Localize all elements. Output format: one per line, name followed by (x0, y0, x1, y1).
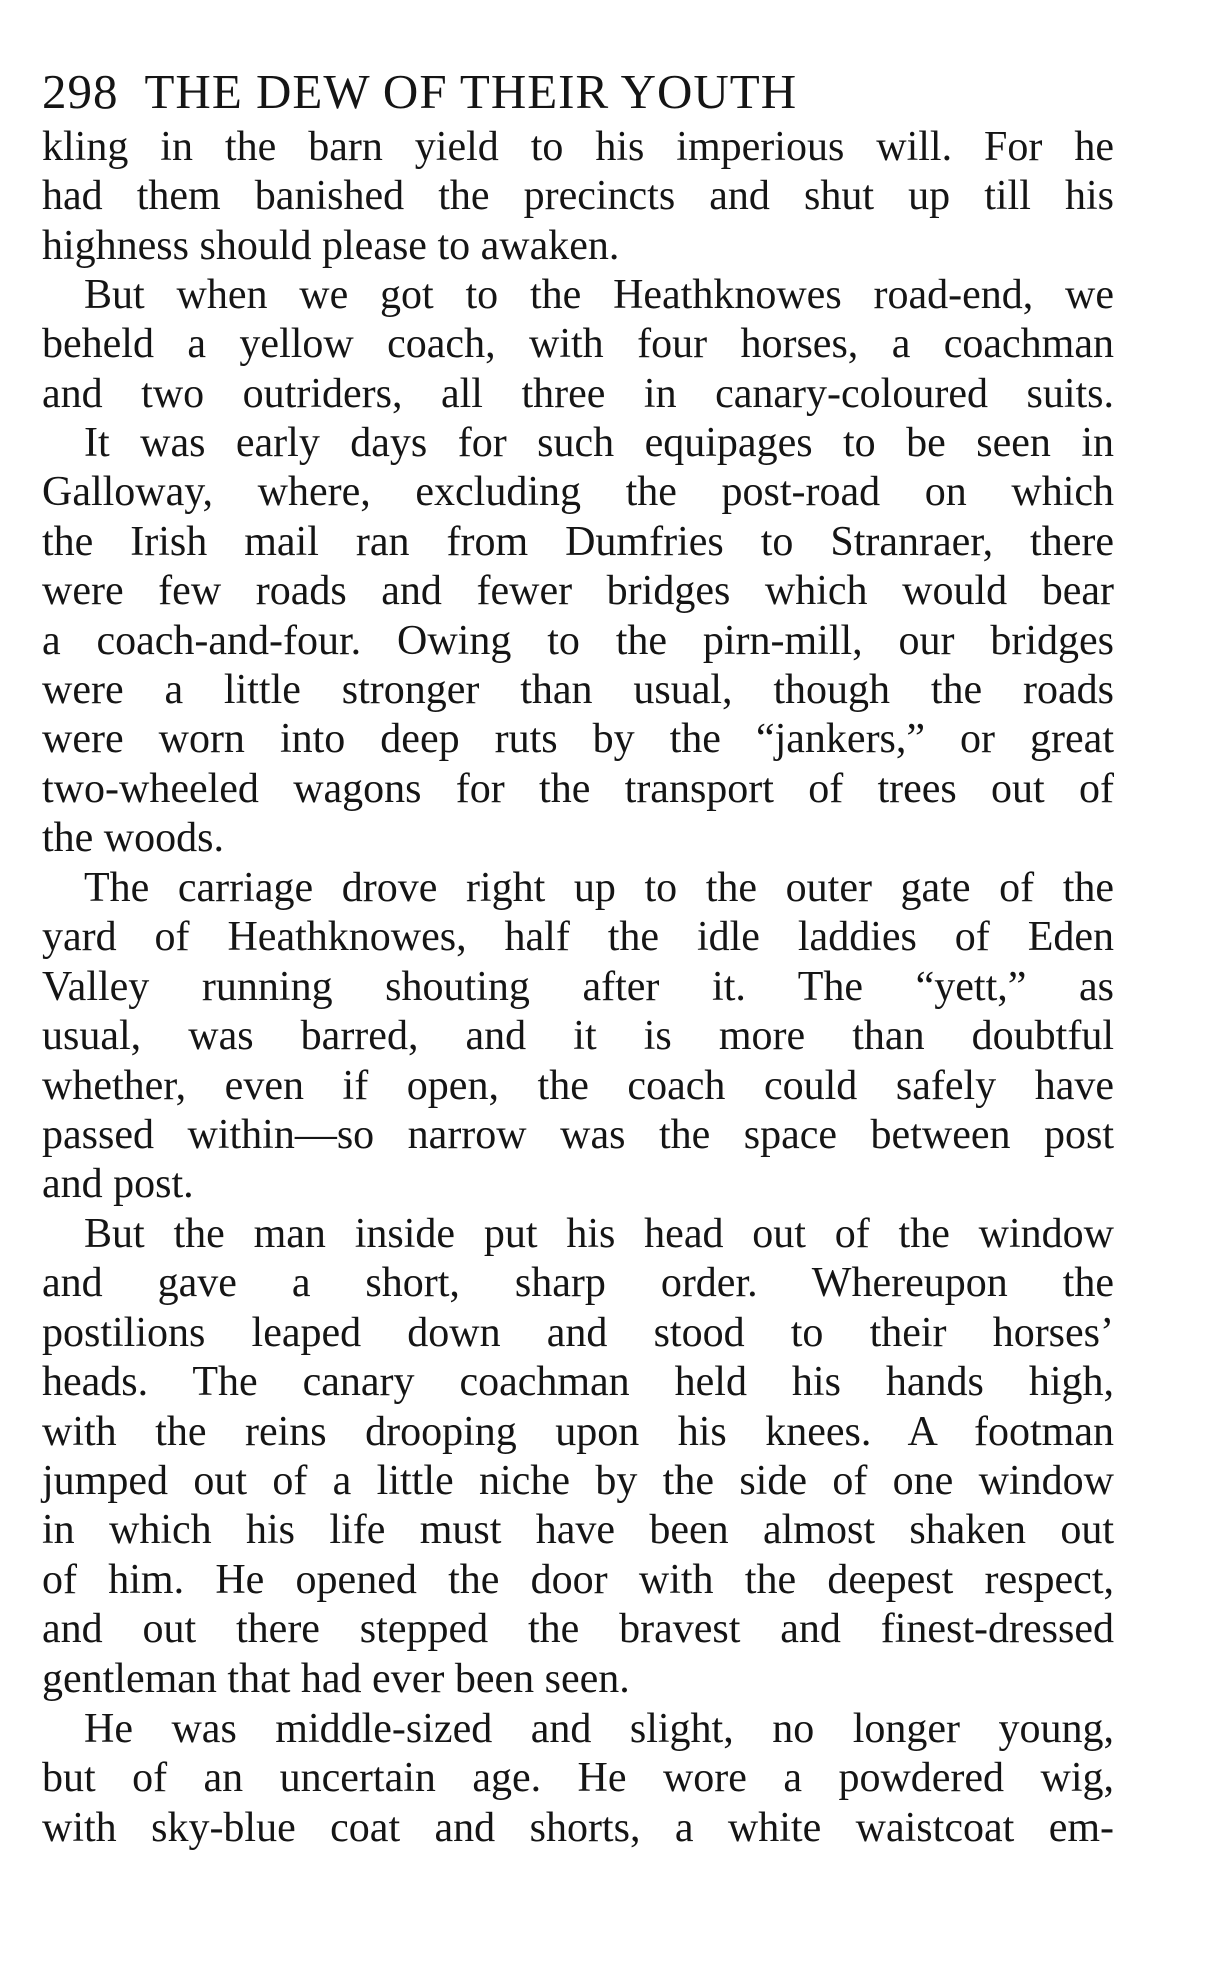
text-line: highness should please to awaken. (42, 222, 620, 269)
text-line: were worn into deep ruts by the “jankers,” or great (42, 716, 1114, 763)
paragraph-2 (42, 271, 1114, 419)
text-line: a coach-and-four. Owing to the pirn-mill, our bridges (42, 617, 1114, 664)
paragraph-3 (42, 419, 1114, 864)
text-line: He was middle-sized and slight, no longer young, (84, 1706, 1114, 1752)
text-line: It was early days for such equipages to be seen in (84, 420, 1114, 466)
page-number: 298 (42, 64, 119, 119)
text-line: The carriage drove right up to the outer gate of the (84, 865, 1114, 911)
text-line: But when we got to the Heathknowes road-end, we (84, 272, 1114, 318)
paragraph-4 (42, 864, 1114, 1210)
running-title: THE DEW OF THEIR YOUTH (144, 64, 798, 119)
running-header (42, 62, 797, 122)
text-line: but of an uncertain age. He wore a powdered wig, (42, 1755, 1114, 1802)
text-line: were a little stronger than usual, though the roads (42, 666, 1114, 713)
paragraph-1 (42, 123, 1114, 271)
text-line: postilions leaped down and stood to their horses’ (42, 1309, 1114, 1356)
text-line: usual, was barred, and it is more than doubtful (42, 1013, 1114, 1060)
text-line: jumped out of a little niche by the side of one window (42, 1457, 1114, 1504)
text-line: heads. The canary coachman held his hands high, (42, 1359, 1114, 1406)
text-line: and post. (42, 1161, 194, 1208)
paragraph-5 (42, 1210, 1114, 1704)
text-line: passed within—so narrow was the space between post (42, 1111, 1114, 1158)
text-line: two-wheeled wagons for the transport of trees out of (42, 765, 1114, 812)
text-line: But the man inside put his head out of the window (84, 1211, 1114, 1257)
text-line: with the reins drooping upon his knees. A footman (42, 1408, 1114, 1455)
text-line: were few roads and fewer bridges which would bear (42, 568, 1114, 615)
text-line: gentleman that had ever been seen. (42, 1655, 630, 1702)
paragraph-6 (42, 1705, 1114, 1853)
text-line: yard of Heathknowes, half the idle laddies of Eden (42, 914, 1114, 961)
text-line: of him. He opened the door with the deepest respect, (42, 1556, 1114, 1603)
text-line: and gave a short, sharp order. Whereupon the (42, 1260, 1114, 1307)
text-line: Galloway, where, excluding the post-road on which (42, 469, 1114, 516)
text-line: the Irish mail ran from Dumfries to Stranraer, there (42, 518, 1114, 565)
text-line: and two outriders, all three in canary-coloured suits. (42, 370, 1114, 417)
text-line: with sky-blue coat and shorts, a white waistcoat em- (42, 1804, 1114, 1851)
text-line: kling in the barn yield to his imperious will. For he (42, 124, 1114, 170)
text-line: the woods. (42, 815, 224, 862)
text-line: and out there stepped the bravest and finest-dressed (42, 1606, 1114, 1653)
text-line: whether, even if open, the coach could safely have (42, 1062, 1114, 1109)
text-line: beheld a yellow coach, with four horses, a coachman (42, 321, 1114, 368)
text-line: Valley running shouting after it. The “yett,” as (42, 963, 1114, 1010)
text-line: had them banished the precincts and shut up till his (42, 173, 1114, 220)
text-line: in which his life must have been almost shaken out (42, 1507, 1114, 1554)
